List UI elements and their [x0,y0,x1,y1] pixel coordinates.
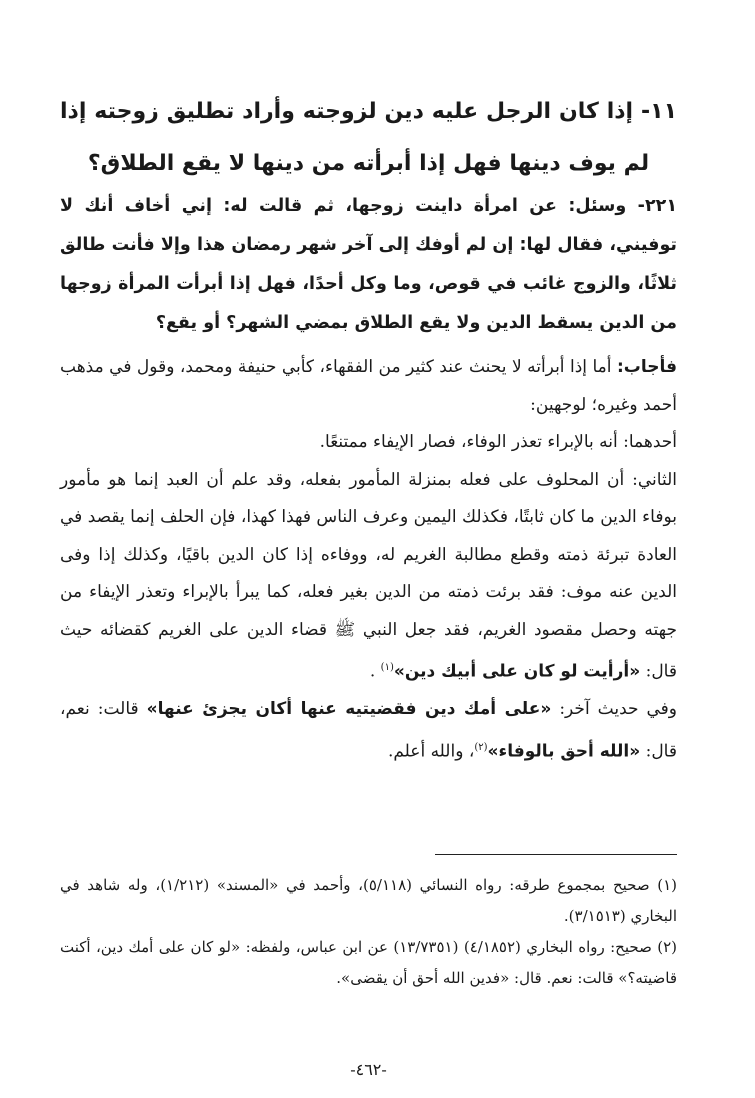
page-number: -٤٦٢- [350,1060,387,1079]
answer-paragraph-4 [60,691,677,771]
section-heading: ١١- إذا كان الرجل عليه دين لزوجته وأراد تطليق زوجته إذا لم يوف دينها فهل إذا أبرأته من دينها لا يقع الطلاق؟ [60,99,677,176]
book-page [60,0,677,1098]
answer-text-4a: وفي حديث آخر: [551,699,677,720]
hadith-quote-2: «على أمك دين فقضيتيه عنها أكان يجزئ عنها» [146,699,552,720]
answer-paragraph-2: أحدهما: أنه بالإبراء تعذر الوفاء، فصار الإيفاء ممتنعًا. [319,432,677,452]
footnote-ref-1: (١) [380,662,394,673]
footnotes [60,870,677,994]
answer-label: فأجاب: [616,357,677,377]
question-paragraph: ٢٢١- وسئل: عن امرأة داينت زوجها، ثم قالت له: إني أخاف أنك لا توفيني، فقال لها: إن لم أوفك إلى آخر شهر رمضان هذا وإلا فأنت طالق ثلاثًا، والزوج غائب في قوص، وما وكل أحدًا، فهل إذا أبرأت المرأة زوجها من الدين يسقط الدين ولا يقع الطلاق بمضي الشهر؟ أو يقع؟ [60,196,677,333]
answer-paragraph-3: الثاني: أن المحلوف على فعله بمنزلة المأمور بفعله، وقد علم أن العبد إنما هو مأمور بوفاء الدين ما كان ثابتًا، فكذلك اليمين وعرف الناس فهذا كهذا، فإن الحلف إنما يقصد في العادة تبرئة ذمته وقطع مطالبة الغريم له، ووفاءه إذا كان الدين باقيًا، وكذلك إذا وفى الدين عنه موف: فقد برئت ذمته من الدين بغير فعله، كما يبرأ بالإبراء وتعذر الإيفاء من جهته وحصل مقصود الغريم، فقد جعل النبي ﷺ قضاء الدين على الغريم كقضائه حيث قال: «أرأيت لو كان على أبيك دين»$^{(١)}$ . [60,469,677,682]
hadith-quote-1: «أرأيت لو كان على أبيك دين» [393,661,641,682]
footnote-1: (١) صحيح بمجموع طرقه: رواه النسائي (٥/١١٨)، وأحمد في «المسند» (١/٢١٢)، وله شاهد في البخاري (٣/١٥١٣). [60,876,677,925]
answer-text-4b: قالت: نعم، قال: [60,699,677,762]
footnote-ref-2: (٢) [474,741,488,753]
footnote-divider [435,854,677,855]
answer-text-4c: ، والله أعلم. [387,741,475,762]
answer-paragraph-1 [60,349,677,424]
answer-text-3: الثاني: أن المحلوف على فعله بمنزلة المأمور بفعله، وقد علم أن العبد إنما هو مأمور بوفاء الدين ما كان ثابتًا، فكذلك اليمين وعرف الناس فهذا كهذا، فإن الحلف إنما يقصد في العادة تبرئة ذمته وقطع مطالبة الغريم له، ووفاءه إذا كان الدين باقيًا، وكذلك إذا وفى الدين عنه موف: فقد برئت ذمته من الدين بغير فعله، كما يبرأ بالإبراء وتعذر الإيفاء من جهته وحصل مقصود الغريم، فقد جعل النبي ﷺ قضاء الدين على الغريم كقضائه حيث قال: [60,469,677,682]
footnote-2: (٢) صحيح: رواه البخاري (٤/١٨٥٢) (١٣/٧٣٥١) عن ابن عباس، ولفظه: «لو كان على أمك دين، أكنت قاضيته؟» قالت: نعم. قال: «فدين الله أحق أن يقضى». [60,938,677,987]
hadith-quote-3: «الله أحق بالوفاء» [487,741,641,762]
answer-body [60,349,677,771]
answer-text-1: أما إذا أبرأته لا يحنث عند كثير من الفقهاء، كأبي حنيفة ومحمد، وقول في مذهب أحمد وغيره؛ لوجهين: [60,357,677,415]
